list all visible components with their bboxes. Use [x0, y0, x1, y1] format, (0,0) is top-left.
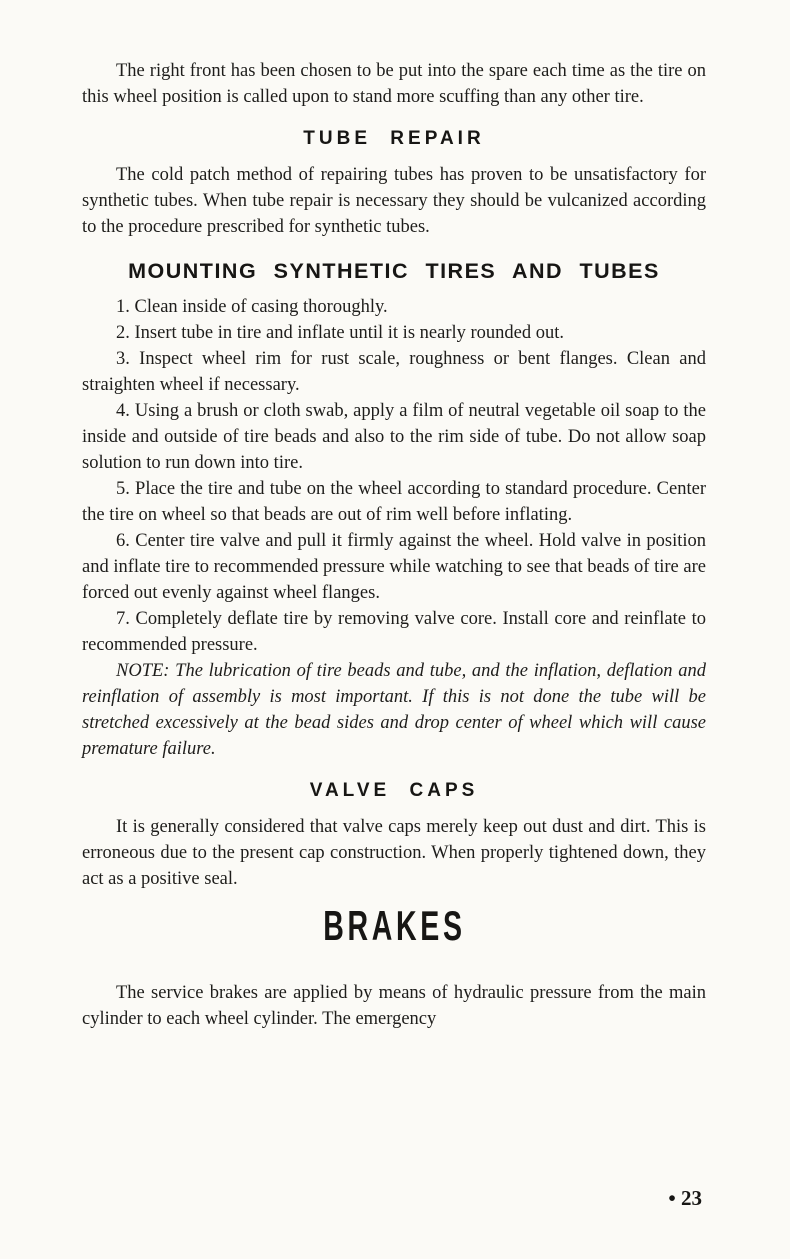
brakes-heading: [82, 902, 706, 962]
step-item: 1. Clean inside of casing thoroughly.: [116, 297, 388, 317]
step-item: 5. Place the tire and tube on the wheel according to standard procedure. Center the tire on wheel so that beads are out of rim well before inflating.: [82, 479, 706, 525]
mounting-heading: MOUNTING SYNTHETIC TIRES AND TUBES: [128, 259, 660, 283]
mounting-note: NOTE: The lubrication of tire beads and tube, and the inflation, deflation and reinflation of assembly is most important. If this is not done the tube will be stretched excessively at the bead sides and drop center of wheel which will cause premature failure.: [82, 661, 706, 759]
brakes-paragraph: The service brakes are applied by means of hydraulic pressure from the main cylinder to each wheel cylinder. The emergency: [82, 983, 706, 1029]
step-item: 3. Inspect wheel rim for rust scale, roughness or bent flanges. Clean and straighten wheel if necessary.: [82, 349, 706, 395]
valve-caps-heading: VALVE CAPS: [309, 780, 479, 801]
brakes-heading-text: BRAKES: [322, 902, 466, 950]
page-number: • 23: [668, 1186, 702, 1210]
step-item: 4. Using a brush or cloth swab, apply a film of neutral vegetable oil soap to the inside and outside of tire beads and also to the rim side of tube. Do not allow soap solution to run down into tire.: [82, 401, 706, 473]
step-item: 7. Completely deflate tire by removing valve core. Install core and reinflate to recommended pressure.: [82, 609, 706, 655]
valve-caps-paragraph: It is generally considered that valve caps merely keep out dust and dirt. This is erroneous due to the present cap construction. When properly tightened down, they act as a positive seal.: [82, 817, 706, 889]
tube-repair-paragraph: The cold patch method of repairing tubes has proven to be unsatisfactory for synthetic tubes. When tube repair is necessary they should be vulcanized according to the procedure prescribed for synthetic tubes.: [82, 165, 706, 237]
tube-repair-heading: TUBE REPAIR: [303, 128, 485, 149]
step-item: 6. Center tire valve and pull it firmly against the wheel. Hold valve in position and inflate tire to recommended pressure while watching to see that beads of tire are forced out evenly against wheel flanges.: [82, 531, 706, 603]
step-item: 2. Insert tube in tire and inflate until it is nearly rounded out.: [116, 323, 565, 343]
intro-paragraph: The right front has been chosen to be put into the spare each time as the tire on this wheel position is called upon to stand more scuffing than any other tire.: [82, 61, 706, 107]
